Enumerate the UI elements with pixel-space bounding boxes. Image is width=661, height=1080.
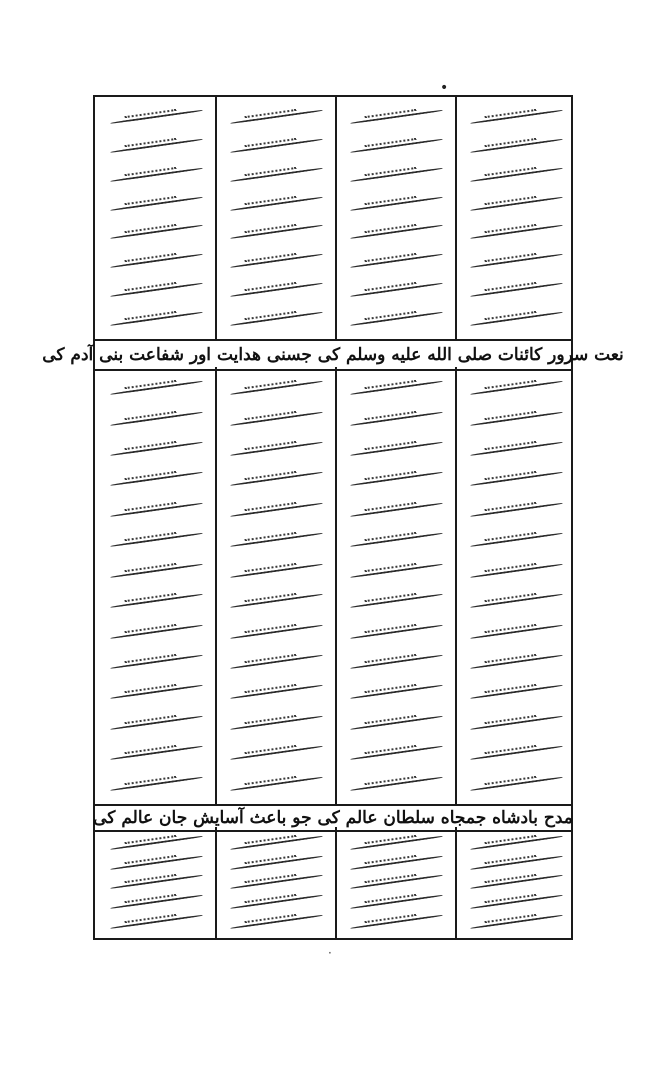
verse-line xyxy=(221,304,330,333)
verse-line xyxy=(461,160,570,189)
verse-line xyxy=(461,769,570,798)
verse-line xyxy=(101,739,210,768)
verse-line xyxy=(221,769,330,798)
verse-line xyxy=(221,160,330,189)
verse-line xyxy=(221,495,330,524)
verse-column xyxy=(101,97,209,339)
verse-line xyxy=(221,617,330,646)
verse-line xyxy=(461,132,570,161)
verse-line xyxy=(341,160,450,189)
verse-line xyxy=(461,218,570,247)
verse-line xyxy=(101,617,210,646)
verse-column xyxy=(461,827,569,938)
verse-line xyxy=(221,275,330,304)
verse-line xyxy=(101,103,210,132)
verse-line xyxy=(101,404,210,433)
verse-column xyxy=(461,97,569,339)
verse-line xyxy=(461,526,570,555)
verse-line xyxy=(101,189,210,218)
verse-line xyxy=(341,103,450,132)
verse-line xyxy=(101,526,210,555)
column-rule xyxy=(215,827,217,938)
verse-line xyxy=(341,275,450,304)
verse-line xyxy=(461,304,570,333)
verse-line xyxy=(461,404,570,433)
column-rule xyxy=(215,97,217,339)
verse-line xyxy=(461,435,570,464)
verse-line xyxy=(221,739,330,768)
column-rule xyxy=(335,97,337,339)
verse-section-two xyxy=(95,367,571,805)
verse-line xyxy=(101,678,210,707)
verse-line xyxy=(221,189,330,218)
verse-line xyxy=(341,495,450,524)
verse-line xyxy=(221,374,330,403)
verse-line xyxy=(341,404,450,433)
verse-line xyxy=(101,587,210,616)
verse-line xyxy=(101,648,210,677)
verse-line xyxy=(461,275,570,304)
verse-line xyxy=(341,587,450,616)
verse-line xyxy=(341,218,450,247)
verse-line xyxy=(461,587,570,616)
column-rule xyxy=(335,367,337,805)
heading-text: نعت سرور کائنات صلی الله علیه وسلم کی جسنی هدایت اور شفاعت بنی آدم کی xyxy=(42,345,624,365)
verse-column xyxy=(101,827,209,938)
verse-line xyxy=(221,435,330,464)
verse-line xyxy=(101,556,210,585)
verse-line xyxy=(221,526,330,555)
verse-line xyxy=(221,218,330,247)
verse-line xyxy=(461,465,570,494)
verse-line xyxy=(101,247,210,276)
verse-line xyxy=(221,556,330,585)
verse-column xyxy=(341,827,449,938)
verse-line xyxy=(461,374,570,403)
verse-line xyxy=(101,465,210,494)
verse-line xyxy=(461,103,570,132)
top-ornament: • xyxy=(440,80,449,96)
verse-line xyxy=(461,495,570,524)
verse-line xyxy=(461,617,570,646)
verse-line xyxy=(461,648,570,677)
column-rule xyxy=(335,827,337,938)
verse-line xyxy=(341,374,450,403)
verse-section-one xyxy=(95,97,571,339)
verse-line xyxy=(221,404,330,433)
verse-line xyxy=(341,526,450,555)
verse-column xyxy=(221,97,329,339)
verse-line xyxy=(341,189,450,218)
column-rule xyxy=(455,367,457,805)
verse-line xyxy=(341,617,450,646)
verse-line xyxy=(461,739,570,768)
verse-column xyxy=(221,367,329,805)
verse-line xyxy=(221,247,330,276)
column-rule xyxy=(455,97,457,339)
verse-column xyxy=(341,367,449,805)
verse-line xyxy=(101,275,210,304)
verse-column xyxy=(101,367,209,805)
verse-line xyxy=(341,304,450,333)
verse-line xyxy=(101,160,210,189)
verse-line xyxy=(101,769,210,798)
verse-line xyxy=(101,708,210,737)
bottom-ornament: · xyxy=(328,946,332,960)
verse-line xyxy=(341,648,450,677)
verse-line xyxy=(341,132,450,161)
verse-line xyxy=(221,465,330,494)
verse-line xyxy=(461,189,570,218)
verse-line xyxy=(101,374,210,403)
verse-line xyxy=(101,304,210,333)
verse-line xyxy=(221,587,330,616)
verse-line xyxy=(221,708,330,737)
verse-line xyxy=(221,648,330,677)
verse-line xyxy=(341,769,450,798)
verse-line xyxy=(341,708,450,737)
verse-line xyxy=(341,678,450,707)
verse-line xyxy=(221,678,330,707)
manuscript-page-frame xyxy=(42,95,624,940)
verse-line xyxy=(101,132,210,161)
verse-line xyxy=(221,103,330,132)
column-rule xyxy=(215,367,217,805)
verse-line xyxy=(341,556,450,585)
verse-line xyxy=(461,556,570,585)
verse-line xyxy=(101,435,210,464)
verse-column xyxy=(461,367,569,805)
verse-line xyxy=(101,495,210,524)
heading-text: مدح بادشاه جمجاه سلطان عالم کی جو باعث آسایش جان عالم کی xyxy=(93,808,573,828)
verse-line xyxy=(461,678,570,707)
verse-line xyxy=(461,708,570,737)
verse-line xyxy=(341,247,450,276)
verse-line xyxy=(221,132,330,161)
verse-line xyxy=(341,435,450,464)
verse-section-three xyxy=(95,827,571,938)
verse-line xyxy=(461,247,570,276)
verse-line xyxy=(341,465,450,494)
verse-column xyxy=(341,97,449,339)
verse-line xyxy=(341,739,450,768)
column-rule xyxy=(455,827,457,938)
verse-line xyxy=(101,218,210,247)
verse-column xyxy=(221,827,329,938)
